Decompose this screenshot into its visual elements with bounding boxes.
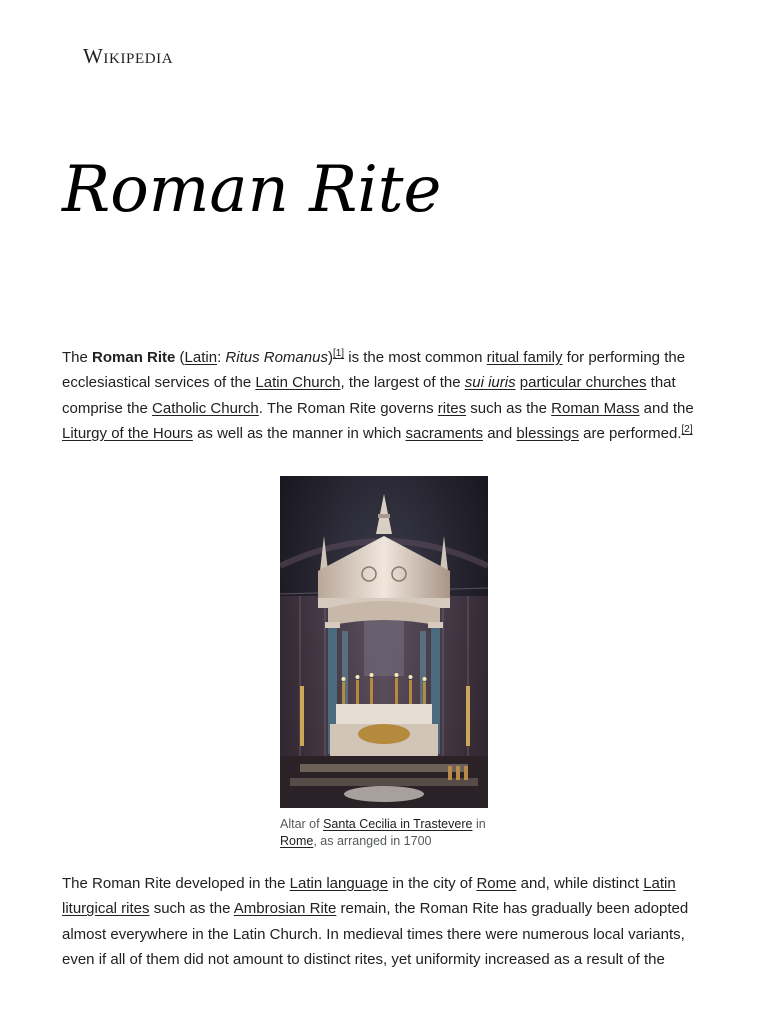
logo-text: Wikipedia xyxy=(83,44,174,68)
link-santa-cecilia[interactable]: Santa Cecilia in Trastevere xyxy=(323,817,473,831)
link-latin[interactable]: Latin xyxy=(184,349,218,366)
link-catholic-church[interactable]: Catholic Church xyxy=(152,399,259,417)
bold-term: Roman Rite xyxy=(92,349,176,366)
body-paragraph: The Roman Rite developed in the Latin language in the city of Rome and, while distinct Latin liturgical rites such as the Ambrosian Rite remain, the Roman Rite has gradually been adopted almost everywhere in the Latin Church. In medieval times there were numerous local variants, even if all of them did not amount to distinct rites, yet uniformity increased as a result of the xyxy=(62,875,689,968)
link-blessings[interactable]: blessings xyxy=(516,424,579,442)
link-rome[interactable]: Rome xyxy=(476,875,517,892)
link-particular-churches[interactable]: particular churches xyxy=(519,374,647,392)
latin-name: Ritus Romanus xyxy=(225,349,328,366)
link-latin-language[interactable]: Latin language xyxy=(289,875,389,892)
citation-link-1[interactable]: [1] xyxy=(332,348,345,359)
link-liturgy-of-the-hours[interactable]: Liturgy of the Hours xyxy=(62,424,193,442)
link-rites[interactable]: rites xyxy=(437,399,467,417)
article-figure xyxy=(280,476,488,850)
link-latin-church[interactable]: Latin Church xyxy=(255,374,341,392)
wikipedia-logo[interactable] xyxy=(83,44,173,69)
citation-link-2[interactable]: [2] xyxy=(681,423,693,435)
link-rome-caption[interactable]: Rome xyxy=(280,834,314,848)
intro-paragraph: The Roman Rite (Latin: Ritus Romanus)[1] is the most common ritual family for performing the ecclesiastical services of the Latin Church, the largest of the sui iuris particular churches that comprise the Catholic Church. The Roman Rite governs rites such as the Roman Mass and the Liturgy of the Hours as well as the manner in which sacraments and blessings are performed.[2] xyxy=(62,348,694,442)
page-title: Roman Rite xyxy=(62,153,442,227)
altar-photo[interactable] xyxy=(280,476,488,808)
link-roman-mass[interactable]: Roman Mass xyxy=(551,399,640,417)
link-sacraments[interactable]: sacraments xyxy=(405,424,484,442)
link-sui-iuris[interactable]: sui iuris xyxy=(464,374,516,392)
link-ambrosian-rite[interactable]: Ambrosian Rite xyxy=(233,900,337,918)
link-latin-liturgical-rites[interactable]: Latin liturgical rites xyxy=(62,875,676,918)
link-ritual-family[interactable]: ritual family xyxy=(486,349,563,366)
figure-caption: Altar of Santa Cecilia in Trastevere in Rome, as arranged in 1700 xyxy=(280,817,486,848)
